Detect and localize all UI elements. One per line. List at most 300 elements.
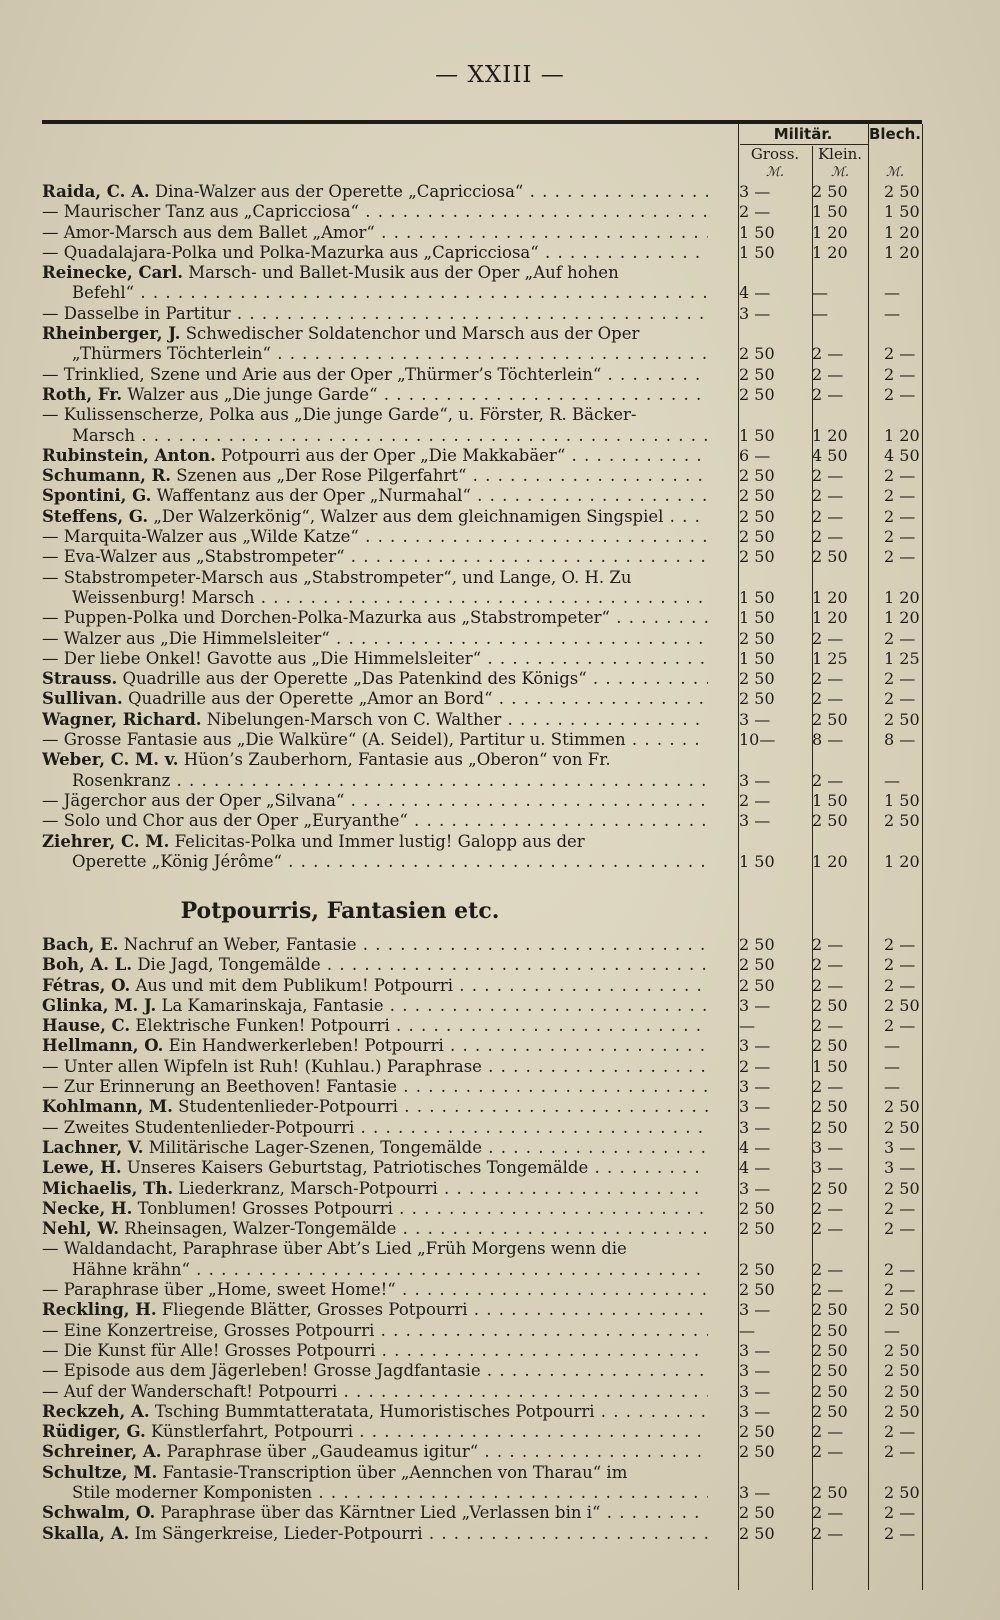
work-title: Tonblumen! Grosses Potpourri (137, 1198, 393, 1218)
price-gross: 1 50 (739, 242, 775, 262)
entry-line (42, 1382, 708, 1402)
work-title: — Der liebe Onkel! Gavotte aus „Die Himmelsleiter“ (42, 648, 482, 668)
catalog-entry (42, 750, 922, 791)
entry-line (42, 385, 708, 405)
entry-description (42, 385, 708, 405)
entry-description (42, 1321, 708, 1341)
entry-line (42, 811, 708, 831)
composer-name: Reckling, H. (42, 1300, 157, 1320)
composer-name: Steffens, G. (42, 506, 149, 526)
work-title: Tsching Bummtatteratata, Humoristisches Potpourri (154, 1401, 595, 1421)
price-gross: 2 50 (739, 935, 775, 954)
price-gross: 2 50 (739, 1198, 775, 1218)
work-title: — Dasselbe in Partitur (42, 303, 231, 323)
entry-description (42, 1382, 708, 1402)
price-blech: 2 50 (884, 1178, 920, 1198)
composer-name: Schultze, M. (42, 1462, 158, 1482)
catalog-entry (42, 385, 922, 405)
work-title: Marsch- und Ballet-Musik aus der Oper „Auf hohen (188, 263, 619, 283)
entry-line (42, 1422, 708, 1442)
price-klein: 2 — (812, 486, 844, 506)
work-title: — Solo und Chor aus der Oper „Euryanthe“ (42, 811, 408, 831)
price-blech: 2 — (884, 547, 916, 567)
price-klein: 2 50 (812, 1340, 848, 1360)
entry-description (42, 811, 708, 831)
price-gross: 1 50 (739, 851, 775, 871)
entry-line (42, 1524, 708, 1544)
price-klein: 1 20 (812, 851, 848, 871)
work-title: Waffentanz aus der Oper „Nurmahal“ (156, 486, 471, 506)
entry-description (42, 1361, 708, 1381)
catalog-entry (42, 935, 922, 955)
work-title: — Eine Konzertreise, Grosses Potpourri (42, 1320, 375, 1340)
price-gross: 3 — (739, 1077, 771, 1097)
price-klein: 2 50 (812, 1117, 848, 1137)
entry-description (42, 689, 708, 709)
entry-description (42, 935, 708, 955)
entry-line (42, 710, 708, 730)
entry-description (42, 527, 708, 547)
price-blech: 2 — (884, 1198, 916, 1218)
price-blech: 2 — (884, 527, 916, 547)
price-klein: 2 — (812, 384, 844, 404)
price-blech: 1 20 (884, 608, 920, 628)
price-gross: 2 50 (739, 506, 775, 526)
work-title: Hüon’s Zauberhorn, Fantasie aus „Oberon“ von Fr. (183, 750, 611, 770)
catalog-entry (42, 1118, 922, 1138)
entry-description (42, 976, 708, 996)
composer-name: Necke, H. (42, 1198, 133, 1218)
price-klein: 3 — (812, 1137, 844, 1157)
price-gross: 2 50 (739, 344, 775, 364)
entry-description (42, 1300, 708, 1320)
price-blech: 2 — (884, 364, 916, 384)
currency-label: ℳ. (885, 165, 905, 180)
price-klein: 2 50 (812, 182, 848, 201)
entry-description (42, 791, 708, 811)
composer-name: Schreiner, A. (42, 1442, 162, 1462)
price-gross: 3 — (739, 811, 771, 831)
price-gross: 2 50 (739, 1219, 775, 1239)
price-blech: 2 50 (884, 811, 920, 831)
entry-line (42, 608, 708, 628)
price-gross: 3 — (739, 303, 771, 323)
composer-name: Boh, A. L. (42, 955, 133, 975)
catalog-entry (42, 1239, 922, 1280)
catalog-entry (42, 669, 922, 689)
catalog-entry (42, 996, 922, 1016)
price-blech: 2 — (884, 486, 916, 506)
entry-line (42, 730, 708, 750)
price-blech: 2 50 (884, 1361, 920, 1381)
entry-line (42, 1138, 708, 1158)
work-title: Aus und mit dem Publikum! Potpourri (135, 975, 453, 995)
price-gross: — (739, 1320, 755, 1340)
entry-description (42, 1503, 708, 1523)
composer-name: Spontini, G. (42, 486, 152, 506)
catalog-entry (42, 689, 922, 709)
entry-description (42, 243, 708, 263)
entry-line (42, 689, 708, 709)
price-gross: 3 — (739, 770, 771, 790)
entry-description (42, 446, 708, 466)
catalog-entry (42, 649, 922, 669)
work-title: Fliegende Blätter, Grosses Potpourri (161, 1300, 468, 1320)
price-klein: 2 50 (812, 709, 848, 729)
price-blech: 2 — (884, 1442, 916, 1462)
price-blech: 2 50 (884, 1340, 920, 1360)
entry-description (42, 996, 708, 1016)
entry-line (42, 547, 708, 567)
price-klein: — (812, 303, 828, 323)
price-gross: 3 — (739, 1036, 771, 1056)
price-gross: 2 50 (739, 1422, 775, 1442)
price-blech: 2 50 (884, 1097, 920, 1117)
entry-description (42, 1016, 708, 1036)
price-klein: 2 — (812, 935, 844, 954)
price-klein: 2 — (812, 689, 844, 709)
price-gross: — (739, 1016, 755, 1036)
work-title: Quadrille aus der Operette „Das Patenkind des Königs“ (122, 669, 587, 689)
price-gross: 3 — (739, 182, 771, 201)
price-blech: — (884, 1056, 900, 1076)
entry-description (42, 1341, 708, 1361)
price-blech: 1 20 (884, 242, 920, 262)
entry-line-continued: „Thürmers Töchterlein“ . . . (42, 344, 708, 364)
catalog-entry (42, 182, 922, 202)
work-title: Fantasie-Transcription über „Aennchen von Tharau“ im (162, 1462, 628, 1482)
price-blech: 2 — (884, 1280, 916, 1300)
entry-description (42, 1077, 708, 1097)
header-gross: Gross. (750, 145, 800, 163)
composer-name: Michaelis, Th. (42, 1178, 174, 1198)
entry-line (42, 1300, 708, 1320)
composer-name: Weber, C. M. v. (42, 750, 179, 770)
price-gross: 2 50 (739, 486, 775, 506)
entry-line (42, 629, 708, 649)
price-blech: 1 50 (884, 790, 920, 810)
price-blech: 1 50 (884, 202, 920, 222)
catalog-entry (42, 1361, 922, 1381)
price-klein: 2 — (812, 364, 844, 384)
work-title: — Eva-Walzer aus „Stabstrompeter“ (42, 547, 345, 567)
work-title: — Die Kunst für Alle! Grosses Potpourri (42, 1340, 376, 1360)
price-klein: 2 50 (812, 1178, 848, 1198)
entry-line-continued: Hähne krähn“ . . . (42, 1260, 708, 1280)
price-blech: — (884, 1036, 900, 1056)
price-gross: 2 50 (739, 1280, 775, 1300)
entry-line-continued: Operette „König Jérôme“ . . . (42, 852, 708, 872)
entry-description (42, 1179, 708, 1199)
entry-description (42, 629, 708, 649)
entry-line (42, 1321, 708, 1341)
composer-name: Sullivan. (42, 689, 123, 709)
catalog-entry (42, 568, 922, 609)
work-title: Nibelungen-Marsch von C. Walther (206, 709, 502, 729)
price-gross: 3 — (739, 1117, 771, 1137)
entry-description (42, 1036, 708, 1056)
price-gross: 3 — (739, 1381, 771, 1401)
price-klein: 2 — (812, 1523, 844, 1543)
composer-name: Rüdiger, G. (42, 1422, 146, 1442)
work-title: Schwedischer Soldatenchor und Marsch aus der Oper (185, 324, 640, 344)
entry-line (42, 405, 708, 425)
price-blech: 2 — (884, 689, 916, 709)
price-klein: 1 20 (812, 425, 848, 445)
price-gross: 10— (739, 730, 776, 750)
entry-line (42, 507, 708, 527)
entry-description (42, 1219, 708, 1239)
price-klein: 1 25 (812, 648, 848, 668)
price-blech: 2 — (884, 975, 916, 995)
catalog-entry (42, 832, 922, 873)
catalog-list-1 (42, 182, 922, 872)
catalog-entry (42, 1422, 922, 1442)
price-klein: 2 50 (812, 1361, 848, 1381)
entry-line (42, 304, 708, 324)
price-klein: 2 50 (812, 1483, 848, 1503)
entry-line (42, 1179, 708, 1199)
composer-name: Rubinstein, Anton. (42, 445, 216, 465)
entry-description (42, 182, 708, 202)
price-klein: 8 — (812, 730, 844, 750)
price-gross: 3 — (739, 1097, 771, 1117)
work-title: Studentenlieder-Potpourri (178, 1097, 398, 1117)
entry-description (42, 486, 708, 506)
work-title: — Auf der Wanderschaft! Potpourri (42, 1381, 338, 1401)
work-title: — Marquita-Walzer aus „Wilde Katze“ (42, 527, 359, 547)
entry-description (42, 1057, 708, 1077)
composer-name: Hellmann, O. (42, 1036, 164, 1056)
price-klein: 2 — (812, 1077, 844, 1097)
composer-name: Raida, C. A. (42, 182, 150, 201)
price-blech: 2 — (884, 1503, 916, 1523)
work-title: „Der Walzerkönig“, Walzer aus dem gleichnamigen Singspiel (153, 506, 664, 526)
price-gross: 1 50 (739, 425, 775, 445)
catalog-entry (42, 365, 922, 385)
price-klein: 2 — (812, 344, 844, 364)
price-klein: 2 — (812, 669, 844, 689)
catalog-list-2 (42, 935, 922, 1544)
entry-line (42, 976, 708, 996)
entry-line (42, 568, 708, 588)
price-klein: 2 — (812, 628, 844, 648)
catalog-entry (42, 527, 922, 547)
currency-label: ℳ. (765, 165, 785, 180)
price-gross: 2 — (739, 202, 771, 222)
entry-line (42, 1199, 708, 1219)
price-klein: 2 50 (812, 1300, 848, 1320)
entry-description (42, 669, 708, 689)
price-gross: 2 50 (739, 384, 775, 404)
entry-description (42, 1442, 708, 1462)
composer-name: Reinecke, Carl. (42, 263, 183, 283)
price-gross: 4 — (739, 283, 771, 303)
catalog-entry (42, 223, 922, 243)
price-klein: 2 — (812, 1219, 844, 1239)
price-klein: 2 50 (812, 811, 848, 831)
catalog-entry (42, 791, 922, 811)
entry-description (42, 1463, 708, 1504)
entry-line (42, 750, 708, 770)
entry-line (42, 1097, 708, 1117)
price-klein: 1 50 (812, 202, 848, 222)
catalog-entry (42, 324, 922, 365)
price-blech: 2 — (884, 1523, 916, 1543)
price-blech: 4 50 (884, 445, 920, 465)
work-title: — Episode aus dem Jägerleben! Grosse Jagdfantasie (42, 1361, 481, 1381)
price-gross: 2 — (739, 1056, 771, 1076)
price-blech: 2 — (884, 1016, 916, 1036)
price-klein: 2 — (812, 466, 844, 486)
work-title: Künstlerfahrt, Potpourri (151, 1422, 354, 1442)
price-blech: 2 — (884, 384, 916, 404)
price-klein: 2 — (812, 1280, 844, 1300)
price-gross: 1 50 (739, 587, 775, 607)
entry-line (42, 263, 708, 283)
header-militaer: Militär. (773, 125, 833, 143)
catalog-entry (42, 1503, 922, 1523)
price-klein: 2 — (812, 975, 844, 995)
work-title: — Stabstrompeter-Marsch aus „Stabstrompeter“, und Lange, O. H. Zu (42, 567, 632, 587)
price-klein: 1 20 (812, 222, 848, 242)
work-title: — Trinklied, Szene und Arie aus der Oper „Thürmer’s Töchterlein“ (42, 364, 602, 384)
entry-description (42, 1280, 708, 1300)
entry-line (42, 223, 708, 243)
entry-line (42, 1239, 708, 1259)
price-klein: 2 50 (812, 1097, 848, 1117)
work-title: Walzer aus „Die junge Garde“ (127, 384, 378, 404)
entry-description (42, 1158, 708, 1178)
catalog-entry (42, 1097, 922, 1117)
price-blech: 2 50 (884, 995, 920, 1015)
catalog-entry (42, 955, 922, 975)
price-klein: 1 50 (812, 790, 848, 810)
catalog-entry (42, 1321, 922, 1341)
composer-name: Skalla, A. (42, 1523, 130, 1543)
price-klein: 2 50 (812, 1401, 848, 1421)
composer-name: Glinka, M. J. (42, 995, 157, 1015)
price-klein: 2 — (812, 1422, 844, 1442)
price-gross: 4 — (739, 1158, 771, 1178)
work-title: Liederkranz, Marsch-Potpourri (178, 1178, 438, 1198)
entry-line (42, 996, 708, 1016)
catalog-entry (42, 466, 922, 486)
entry-description (42, 223, 708, 243)
entry-line (42, 1280, 708, 1300)
catalog-entry (42, 1179, 922, 1199)
entry-description (42, 955, 708, 975)
price-gross: 2 50 (739, 975, 775, 995)
price-klein: 2 50 (812, 547, 848, 567)
work-title: Felicitas-Polka und Immer lustig! Galopp aus der (174, 831, 585, 851)
price-gross: 2 50 (739, 1259, 775, 1279)
composer-name: Schwalm, O. (42, 1503, 156, 1523)
price-blech: 2 50 (884, 1117, 920, 1137)
composer-name: Hause, C. (42, 1016, 131, 1036)
catalog-entry (42, 730, 922, 750)
work-title: — Quadalajara-Polka und Polka-Mazurka aus „Capricciosa“ (42, 242, 539, 262)
entry-line (42, 365, 708, 385)
work-title: — Zur Erinnerung an Beethoven! Fantasie (42, 1077, 398, 1097)
price-klein: 1 20 (812, 587, 848, 607)
work-title: Quadrille aus der Operette „Amor an Bord“ (128, 689, 493, 709)
price-blech: 1 20 (884, 851, 920, 871)
section-title: Potpourris, Fantasien etc. (180, 898, 500, 924)
entry-description (42, 832, 708, 873)
composer-name: Kohlmann, M. (42, 1097, 173, 1117)
price-gross: 2 50 (739, 1523, 775, 1543)
composer-name: Fétras, O. (42, 975, 131, 995)
work-title: — Paraphrase über „Home, sweet Home!“ (42, 1280, 396, 1300)
entry-description (42, 1138, 708, 1158)
header-blech: Blech. (868, 125, 922, 143)
catalog-entry (42, 976, 922, 996)
composer-name: Wagner, Richard. (42, 709, 202, 729)
entry-line (42, 1077, 708, 1097)
work-title: — Puppen-Polka und Dorchen-Polka-Mazurka aus „Stabstrompeter“ (42, 608, 610, 628)
price-blech: 2 — (884, 935, 916, 954)
price-klein: 2 50 (812, 1320, 848, 1340)
composer-name: Lewe, H. (42, 1158, 122, 1178)
price-gross: 3 — (739, 1300, 771, 1320)
price-klein: 1 50 (812, 1056, 848, 1076)
price-gross: 4 — (739, 1137, 771, 1157)
entry-line (42, 1442, 708, 1462)
entry-line-continued: Marsch . . . (42, 426, 708, 446)
catalog-entry (42, 1016, 922, 1036)
catalog-entry (42, 202, 922, 222)
entry-description (42, 507, 708, 527)
entry-description (42, 1199, 708, 1219)
composer-name: Roth, Fr. (42, 384, 123, 404)
catalog-entry (42, 1300, 922, 1320)
work-title: — Unter allen Wipfeln ist Ruh! (Kuhlau.) Paraphrase (42, 1056, 482, 1076)
catalog-entry (42, 1199, 922, 1219)
entry-line (42, 649, 708, 669)
catalog-entry (42, 547, 922, 567)
catalog-entry (42, 608, 922, 628)
entry-line (42, 1503, 708, 1523)
work-title: Paraphrase über „Gaudeamus igitur“ (166, 1442, 479, 1462)
work-title: Die Jagd, Tongemälde (137, 955, 321, 975)
catalog-entry (42, 1219, 922, 1239)
work-title: — Grosse Fantasie aus „Die Walküre“ (A. Seidel), Partitur u. Stimmen (42, 730, 626, 750)
entry-description (42, 710, 708, 730)
catalog-entry (42, 1463, 922, 1504)
entry-line-continued: Weissenburg! Marsch . . . (42, 588, 708, 608)
entry-description (42, 1402, 708, 1422)
entry-description (42, 365, 708, 385)
price-blech: 2 — (884, 955, 916, 975)
entry-line (42, 791, 708, 811)
price-klein: 2 — (812, 770, 844, 790)
price-klein: 1 20 (812, 242, 848, 262)
work-title: — Maurischer Tanz aus „Capricciosa“ (42, 202, 359, 222)
price-gross: 1 50 (739, 648, 775, 668)
price-gross: 2 50 (739, 1503, 775, 1523)
price-blech: 2 — (884, 1259, 916, 1279)
composer-name: Schumann, R. (42, 466, 172, 486)
work-title: Militärische Lager-Szenen, Tongemälde (148, 1137, 482, 1157)
price-gross: 2 50 (739, 1442, 775, 1462)
price-blech: 1 20 (884, 425, 920, 445)
composer-name: Reckzeh, A. (42, 1401, 150, 1421)
price-gross: 2 50 (739, 628, 775, 648)
price-klein: 2 — (812, 1442, 844, 1462)
work-title: — Walzer aus „Die Himmelsleiter“ (42, 628, 330, 648)
price-blech: 1 25 (884, 648, 920, 668)
